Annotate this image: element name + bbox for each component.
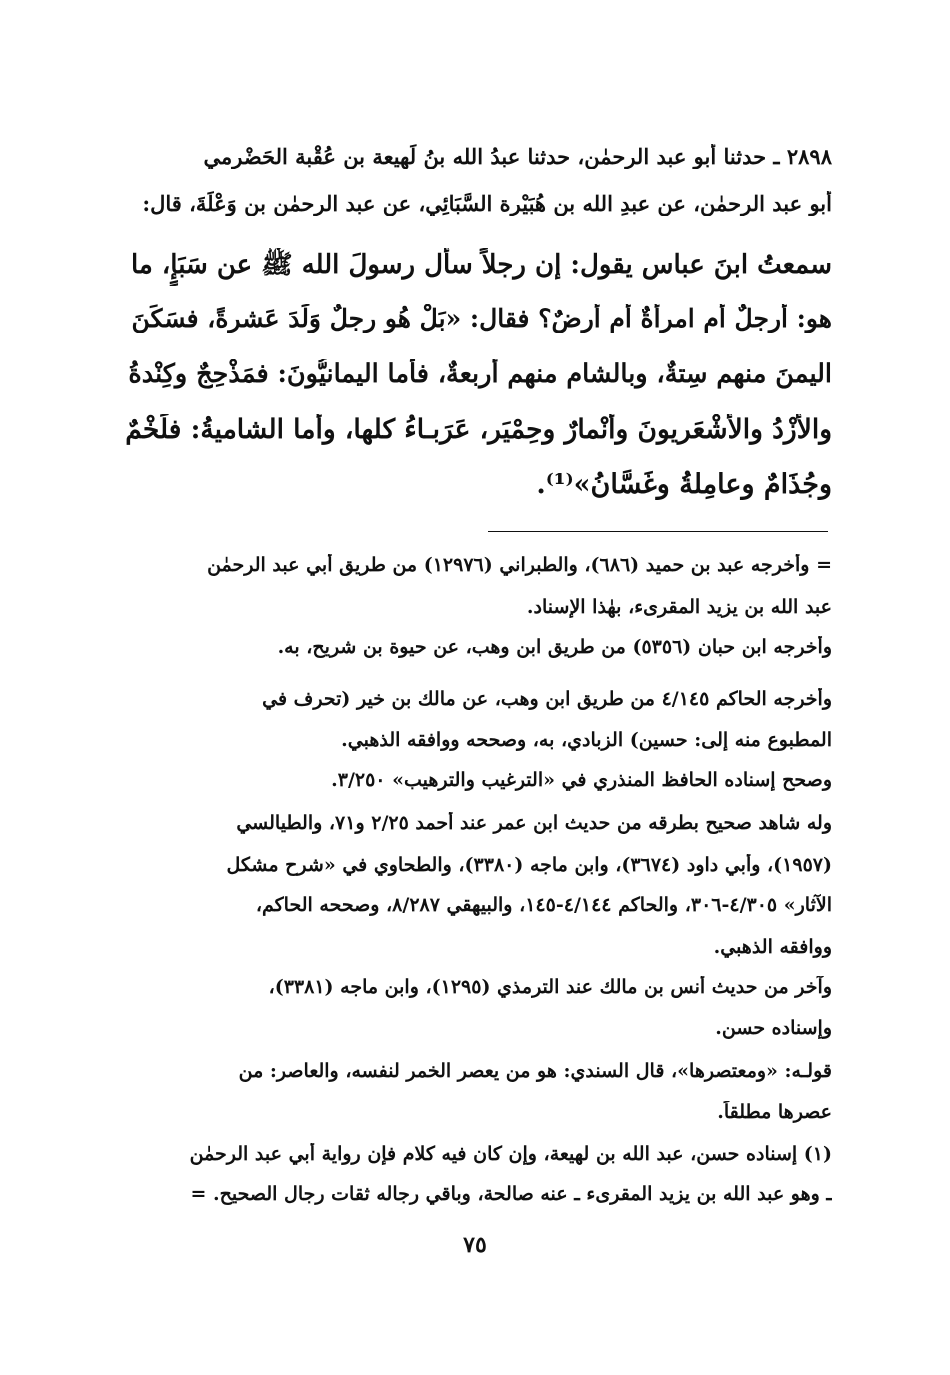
hadith-text-line: سمعتُ ابنَ عباس يقول: إن رجلاً سأل رسولَ الله ﷺ عن سَبَإٍ، ما	[130, 250, 832, 280]
footnote-line: وأخرجه ابن حبان (٥٣٥٦) من طريق ابن وهب، عن حيوة بن شريح، به.	[277, 636, 832, 658]
hadith-intro-line: ٢٨٩٨ ـ حدثنا أبو عبد الرحمٰن، حدثنا عبدُ الله بنُ لَهِيعة بن عُقْبة الحَضْرمي	[203, 144, 832, 169]
footnote-line: وآخر من حديث أنس بن مالك عند الترمذي (١٢٩٥)، وابن ماجه (٣٣٨١)،	[268, 976, 832, 998]
footnote-line: = وأخرجه عبد بن حميد (٦٨٦)، والطبراني (١٢٩٧٦) من طريق أبي عبد الرحمٰن	[207, 554, 832, 576]
footnote-line: المطبوع منه إلى: حسين) الزبادي، به، وصححه ووافقه الذهبي.	[341, 729, 832, 751]
footnote-separator	[488, 531, 828, 532]
page-number: ٧٥	[463, 1232, 487, 1258]
footnote-line: قولـه: «ومعتصرها»، قال السندي: هو من يعصر الخمر لنفسه، والعاصر: من	[238, 1060, 832, 1082]
hadith-intro-line: أبو عبد الرحمٰن، عن عبدِ الله بن هُبَيْرة السَّبَائِي، عن عبد الرحمٰن بن وَعْلَةَ، قال:	[142, 191, 832, 216]
footnote-line: (١٩٥٧)، وأبي داود (٣٦٧٤)، وابن ماجه (٣٣٨٠)، والطحاوي في «شرح مشكل	[226, 854, 832, 876]
footnote-line: وله شاهد صحيح بطرقه من حديث ابن عمر عند أحمد ٢/٢٥ و٧١، والطيالسي	[236, 812, 832, 834]
footnote-line: عصرها مطلقاً.	[717, 1101, 832, 1123]
footnote-line: ـ وهو عبد الله بن يزيد المقرىء ـ عنه صالحة، وباقي رجاله ثقات رجال الصحيح. =	[190, 1183, 832, 1205]
footnote-line: وأخرجه الحاكم ٤/١٤٥ من طريق ابن وهب، عن مالك بن خير (تحرف في	[262, 688, 832, 710]
hadith-text-line: وجُذَامٌ وعامِلةُ وغَسَّانُ»⁽¹⁾.	[536, 469, 832, 500]
hadith-text-line: اليمنَ منهم سِتةٌ، وبالشام منهم أربعةٌ، فأما اليمانيُّونَ: فمَذْحِجٌ وكِنْدةُ	[128, 359, 832, 389]
footnote-line: ووافقه الذهبي.	[713, 936, 832, 958]
footnote-line: عبد الله بن يزيد المقرىء، بهٰذا الإسناد.	[526, 596, 832, 618]
hadith-text-line: والأَزْدُ والأَشْعَريونَ وأَنْمارٌ وحِمْيَر، عَرَبـاءُ كلها، وأما الشاميةُ: فلَخْمٌ	[125, 414, 832, 445]
footnote-line: وإسناده حسن.	[715, 1017, 832, 1039]
footnote-line: وصحح إسناده الحافظ المنذري في «الترغيب والترهيب» ٣/٢٥٠.	[331, 769, 832, 791]
footnote-line: (١) إسناده حسن، عبد الله بن لهيعة، وإن كان فيه كلام فإن رواية أبي عبد الرحمٰن	[189, 1143, 832, 1165]
footnote-line: الآثار» ٤/٣٠٥-٣٠٦، والحاكم ٤/١٤٤-١٤٥، والبيهقي ٨/٢٨٧، وصححه الحاكم،	[255, 894, 832, 916]
hadith-text-line: هو: أرجلٌ أم امرأةٌ أم أرضٌ؟ فقال: «بَلْ هُو رجلٌ وَلَدَ عَشرةً، فسَكَنَ	[131, 304, 832, 333]
